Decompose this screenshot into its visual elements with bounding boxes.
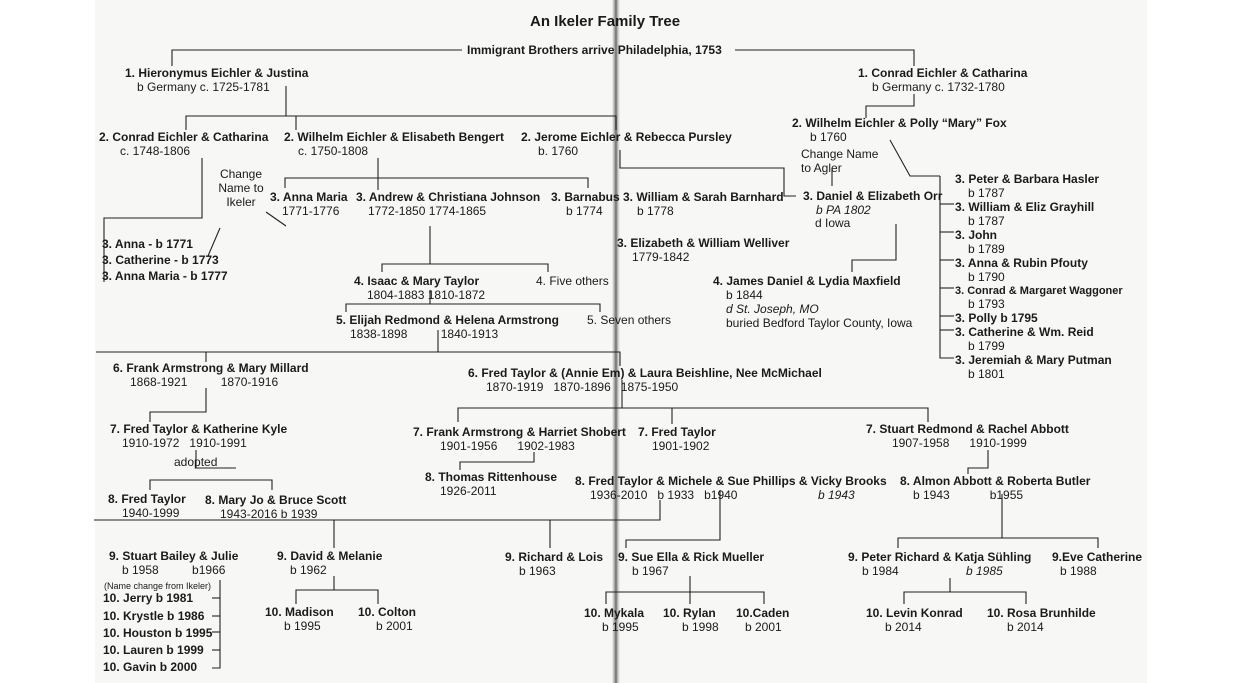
connector — [904, 592, 1026, 604]
john3-name: 3. John — [955, 228, 998, 242]
fred8b-name: 8. Fred Taylor & Michele & Sue Phillips & Vicky Brooks — [575, 474, 887, 488]
conrad3-name: 3. Conrad & Margaret Waggoner — [955, 285, 1123, 297]
conrad3-dates: b 1793 — [968, 297, 1005, 311]
connector — [852, 224, 896, 272]
connector — [285, 178, 588, 188]
barnabus3-name: 3. Barnabus — [551, 190, 620, 204]
connector — [458, 408, 928, 422]
stuart7-dates: 1907-1958 1910-1999 — [892, 436, 1027, 450]
andrew3-name: 3. Andrew & Christiana Johnson — [356, 190, 541, 204]
barnabus3-dates: b 1774 — [566, 204, 603, 218]
daniel3-name: 3. Daniel & Elizabeth Orr — [803, 189, 943, 203]
daniel3-dates: b PA 1802 — [816, 203, 871, 217]
connector — [186, 116, 616, 130]
catherine3: 3. Catherine - b 1773 — [102, 253, 219, 267]
peter3-dates: b 1787 — [968, 186, 1005, 200]
fred7-name: 7. Fred Taylor & Katherine Kyle — [110, 422, 288, 436]
wilhelm2r-dates: b 1760 — [810, 130, 847, 144]
jerome2-name: 2. Jerome Eichler & Rebecca Pursley — [521, 130, 732, 144]
connector — [890, 140, 940, 176]
fred8-dates: 1940-1999 — [122, 506, 180, 520]
polly3: 3. Polly b 1795 — [955, 311, 1038, 325]
frank7-name: 7. Frank Armstrong & Harriet Shobert — [413, 425, 626, 439]
frank6-name: 6. Frank Armstrong & Mary Millard — [113, 361, 309, 375]
conrad2-name: 2. Conrad Eichler & Catharina — [99, 130, 269, 144]
connector — [150, 480, 272, 490]
levin10-name: 10. Levin Konrad — [866, 606, 963, 620]
john3-dates: b 1789 — [968, 242, 1005, 256]
fred8-name: 8. Fred Taylor — [108, 492, 186, 506]
mykala10-name: 10. Mykala — [584, 606, 645, 620]
elizabeth3-name: 3. Elizabeth & William Welliver — [617, 236, 790, 250]
peter9-dates: b 1984 — [862, 564, 899, 578]
rosa10-dates: b 2014 — [1007, 620, 1044, 634]
connector — [346, 304, 600, 312]
fred7-dates: 1910-1972 1910-1991 — [122, 436, 247, 450]
eve9-name: 9.Eve Catherine — [1052, 550, 1143, 564]
fred7b-dates: 1901-1902 — [652, 439, 710, 453]
connector — [940, 176, 954, 358]
jerome2-dates: b. 1760 — [538, 144, 579, 158]
anna3r-name: 3. Anna & Rubin Pfouty — [955, 256, 1088, 270]
connector — [968, 450, 988, 474]
frank6-dates: 1868-1921 1870-1916 — [130, 375, 279, 389]
change-name-ikeler-note: Change Name to Ikeler — [218, 167, 264, 209]
andrew3-dates: 1772-1850 1774-1865 — [368, 204, 487, 218]
krystle10: 10. Krystle b 1986 — [103, 609, 205, 623]
connector — [382, 264, 548, 272]
houston10: 10. Houston b 1995 — [103, 626, 213, 640]
david9-dates: b 1962 — [290, 563, 327, 577]
catherine3r-dates: b 1799 — [968, 339, 1005, 353]
stuart7-name: 7. Stuart Redmond & Rachel Abbott — [866, 422, 1069, 436]
fred8b-dates2: b 1943 — [818, 488, 855, 502]
conrad2-dates: c. 1748-1806 — [120, 144, 191, 158]
stuart9-dates: b 1958 b1966 — [122, 563, 226, 577]
lauren10: 10. Lauren b 1999 — [103, 643, 204, 657]
rosa10-name: 10. Rosa Brunhilde — [987, 606, 1096, 620]
anna3: 3. Anna - b 1771 — [102, 237, 193, 251]
almon8-name: 8. Almon Abbott & Roberta Butler — [900, 474, 1091, 488]
connector — [606, 592, 764, 604]
connector — [150, 388, 206, 422]
daniel3-died: d Iowa — [815, 216, 851, 230]
conrad1-dates: b Germany c. 1732-1780 — [872, 80, 1005, 94]
colton10-dates: b 2001 — [376, 619, 413, 633]
eve9-dates: b 1988 — [1060, 564, 1097, 578]
connector — [172, 50, 462, 66]
hieronymus-dates: b Germany c. 1725-1781 — [137, 80, 270, 94]
wilhelm2r-name: 2. Wilhelm Eichler & Polly “Mary” Fox — [792, 116, 1007, 130]
connector — [735, 50, 914, 66]
annamaria3b: 3. Anna Maria - b 1777 — [102, 269, 228, 283]
elijah5-name: 5. Elijah Redmond & Helena Armstrong — [336, 313, 559, 327]
caden10-name: 10.Caden — [736, 606, 790, 620]
madison10-dates: b 1995 — [284, 619, 321, 633]
thomas8-dates: 1926-2011 — [440, 484, 497, 498]
almon8-dates: b 1943 b1955 — [913, 488, 1024, 502]
name-change-note: (Name change from Ikeler) — [104, 581, 212, 591]
catherine3r-name: 3. Catherine & Wm. Reid — [955, 325, 1094, 339]
isaac4-dates: 1804-1883 1810-1872 — [367, 288, 486, 302]
richard9-name: 9. Richard & Lois — [505, 550, 604, 564]
isaac4-name: 4. Isaac & Mary Taylor — [354, 274, 480, 288]
annamaria3-dates: 1771-1776 — [282, 204, 340, 218]
wilhelm2-name: 2. Wilhelm Eichler & Elisabeth Bengert — [284, 130, 504, 144]
elijah5-dates: 1838-1898 1840-1913 — [350, 327, 499, 341]
anna3r-dates: b 1790 — [968, 270, 1005, 284]
jeremiah3-dates: b 1801 — [968, 367, 1005, 381]
thomas8-name: 8. Thomas Rittenhouse — [425, 470, 558, 484]
peter3-name: 3. Peter & Barbara Hasler — [955, 172, 1100, 186]
change-name-agler-note: Change Name to Agler — [801, 147, 879, 175]
james4-name: 4. James Daniel & Lydia Maxfield — [713, 274, 901, 288]
sueella9-name: 9. Sue Ella & Rick Mueller — [618, 550, 765, 564]
james4-buried: buried Bedford Taylor County, Iowa — [726, 316, 913, 330]
hieronymus-name: 1. Hieronymus Eichler & Justina — [125, 66, 309, 80]
connector — [208, 228, 220, 256]
frank7-dates: 1901-1956 1902-1983 — [440, 439, 575, 453]
gavin10: 10. Gavin b 2000 — [103, 660, 198, 674]
fred6-dates: 1870-1919 1870-1896 1875-1950 — [486, 380, 679, 394]
peter9-name: 9. Peter Richard & Katja Sühling — [848, 550, 1032, 564]
caden10-dates: b 2001 — [745, 620, 782, 634]
colton10-name: 10. Colton — [358, 605, 417, 619]
elizabeth3-dates: 1779-1842 — [632, 250, 690, 264]
mykala10-dates: b 1995 — [602, 620, 639, 634]
levin10-dates: b 2014 — [885, 620, 922, 634]
page-title: An Ikeler Family Tree — [530, 13, 681, 30]
sueella9-dates: b 1967 — [632, 564, 669, 578]
maryjo8-dates: 1943-2016 b 1939 — [220, 507, 318, 521]
richard9-dates: b 1963 — [519, 564, 556, 578]
rylan10-name: 10. Rylan — [663, 606, 716, 620]
jerry10: 10. Jerry b 1981 — [103, 591, 194, 605]
fred6-name: 6. Fred Taylor & (Annie Em) & Laura Beishline, Nee McMichael — [468, 366, 822, 380]
william3-dates: b 1778 — [637, 204, 674, 218]
adopted-label: adopted — [174, 455, 218, 469]
conrad1-name: 1. Conrad Eichler & Catharina — [858, 66, 1028, 80]
connector — [460, 452, 534, 470]
jeremiah3-name: 3. Jeremiah & Mary Putman — [955, 353, 1112, 367]
david9-name: 9. David & Melanie — [277, 549, 383, 563]
immigrant-header: Immigrant Brothers arrive Philadelphia, 1753 — [467, 43, 722, 57]
fred7b-name: 7. Fred Taylor — [638, 425, 716, 439]
five-others: 4. Five others — [536, 274, 609, 288]
connector — [898, 538, 1098, 548]
rylan10-dates: b 1998 — [682, 620, 719, 634]
james4-died: d St. Joseph, MO — [726, 302, 819, 316]
wilhelm2-dates: c. 1750-1808 — [298, 144, 369, 158]
williamg3-name: 3. William & Eliz Grayhill — [955, 200, 1095, 214]
connector — [296, 590, 378, 604]
williamg3-dates: b 1787 — [968, 214, 1005, 228]
madison10-name: 10. Madison — [265, 605, 334, 619]
stuart9-name: 9. Stuart Bailey & Julie — [109, 549, 239, 563]
fred8b-dates: 1936-2010 b 1933 b1940 — [590, 488, 738, 502]
connector — [866, 94, 914, 118]
annamaria3-name: 3. Anna Maria — [270, 190, 348, 204]
seven-others: 5. Seven others — [587, 313, 672, 327]
maryjo8-name: 8. Mary Jo & Bruce Scott — [205, 493, 347, 507]
james4-born: b 1844 — [726, 288, 763, 302]
william3-name: 3. William & Sarah Barnhard — [623, 190, 784, 204]
peter9-dates2: b 1985 — [966, 564, 1003, 578]
connector — [212, 580, 220, 668]
